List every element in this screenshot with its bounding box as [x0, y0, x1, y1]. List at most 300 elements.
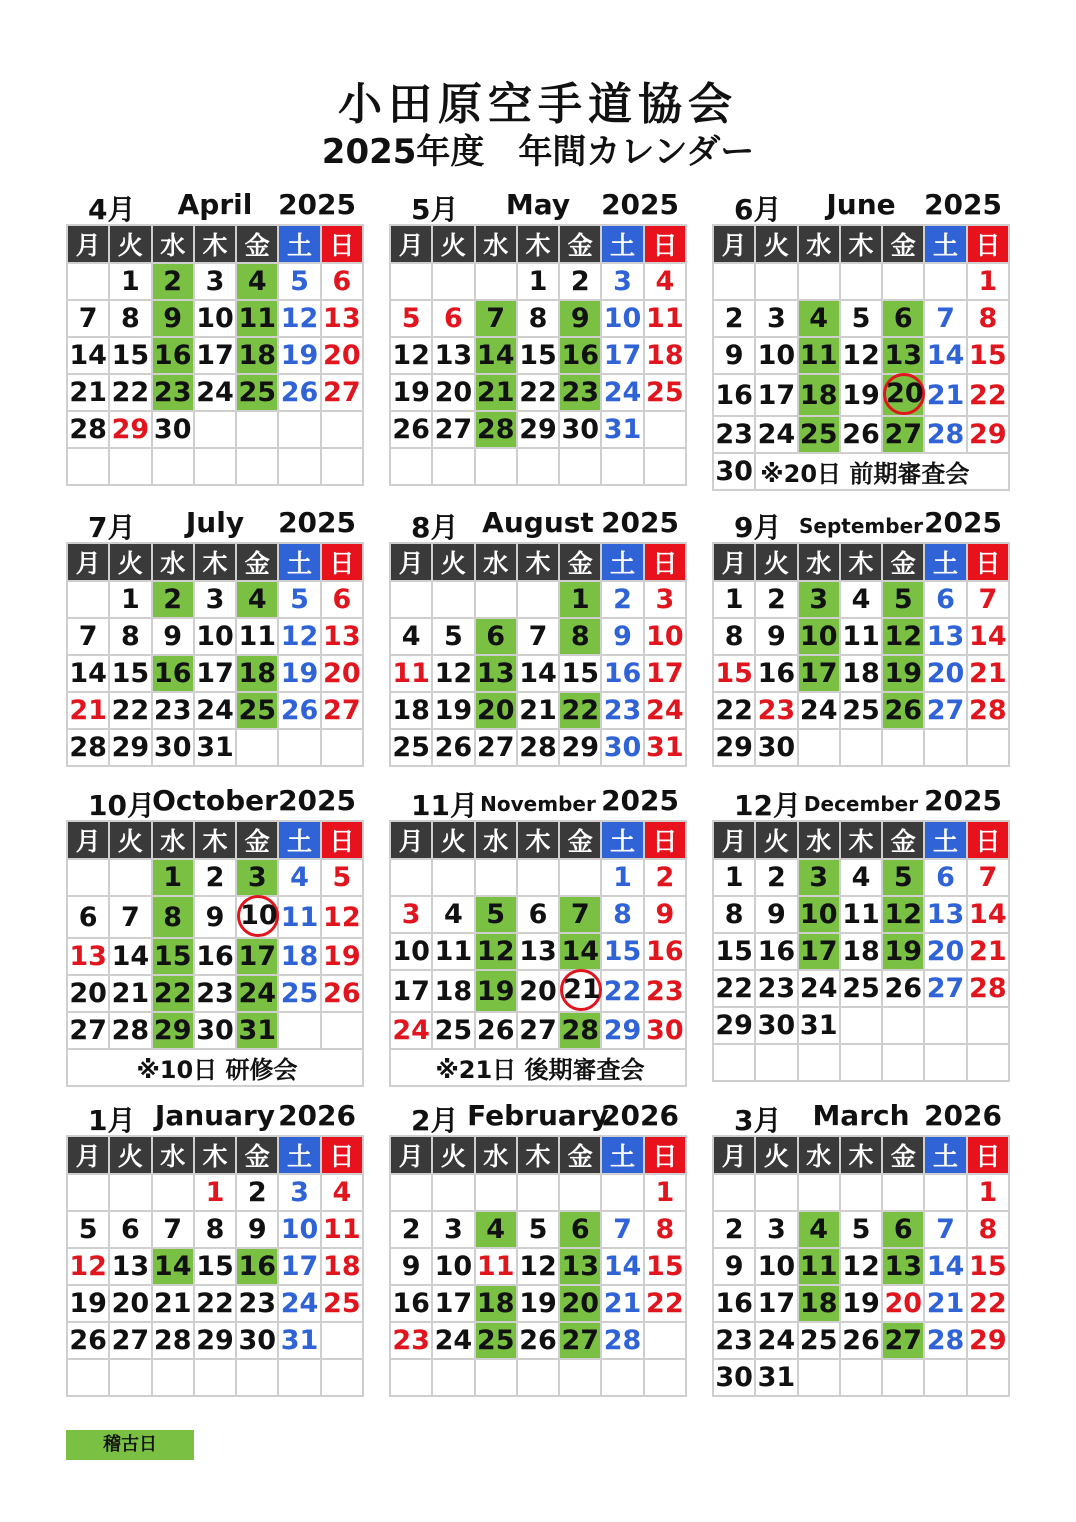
day-number: 3 [401, 899, 421, 930]
day-cell [755, 859, 797, 896]
day-number: 30 [715, 456, 753, 487]
day-number: 8 [978, 1214, 998, 1245]
day-cell [109, 692, 151, 729]
day-cell [798, 859, 840, 896]
day-number: 9 [613, 621, 632, 652]
day-cell [432, 933, 474, 970]
day-cell [67, 411, 109, 448]
day-cell [194, 374, 236, 411]
day-number: 12 [884, 899, 923, 930]
day-number: 16 [153, 340, 192, 371]
day-number: 19 [280, 658, 319, 689]
day-number: 21 [603, 1288, 642, 1319]
month-grid [389, 542, 687, 767]
empty-cell [432, 1359, 474, 1396]
day-number: 15 [561, 658, 600, 689]
day-cell [601, 1248, 643, 1285]
day-cell [194, 938, 236, 975]
day-cell [882, 581, 924, 618]
month-block [389, 780, 687, 1087]
day-number: 7 [486, 303, 506, 334]
day-number: 25 [434, 1015, 473, 1046]
day-cell [152, 300, 194, 337]
day-number: 7 [163, 1214, 183, 1245]
weekday-header: 水 [152, 225, 194, 263]
day-cell [882, 1285, 924, 1322]
weekday-header: 水 [798, 225, 840, 263]
day-number: 10 [757, 1251, 796, 1282]
day-cell [67, 618, 109, 655]
week-row [390, 970, 686, 1012]
day-cell [432, 374, 474, 411]
empty-cell [517, 581, 559, 618]
day-cell [644, 859, 686, 896]
day-number: 23 [757, 695, 796, 726]
day-cell [67, 655, 109, 692]
day-number: 5 [893, 862, 913, 893]
day-cell [840, 1285, 882, 1322]
day-cell [321, 896, 363, 938]
day-number: 15 [196, 1251, 234, 1282]
month-header [389, 184, 687, 224]
day-cell [390, 1248, 432, 1285]
weekday-header: 木 [194, 1136, 236, 1174]
day-cell [194, 655, 236, 692]
empty-cell [109, 1174, 151, 1211]
day-cell [236, 1211, 278, 1248]
day-cell [152, 692, 194, 729]
empty-cell [67, 448, 109, 485]
day-cell [236, 1285, 278, 1322]
day-cell [755, 970, 797, 1007]
day-number: 22 [603, 975, 642, 1007]
day-cell [967, 581, 1009, 618]
empty-cell [152, 1359, 194, 1396]
day-cell [278, 692, 320, 729]
day-number: 12 [434, 658, 473, 689]
month-header [66, 502, 364, 542]
day-number: 14 [969, 899, 1007, 930]
day-number: 15 [715, 936, 753, 967]
month-grid [66, 1135, 364, 1397]
day-cell [321, 581, 363, 618]
day-cell [713, 337, 755, 374]
month-header [712, 184, 1010, 224]
day-cell [321, 655, 363, 692]
day-cell [109, 1012, 151, 1049]
day-cell [67, 1285, 109, 1322]
day-number: 20 [884, 1288, 923, 1319]
day-number: 30 [196, 1015, 234, 1046]
empty-cell [924, 1007, 966, 1044]
empty-cell [882, 729, 924, 766]
day-number: 2 [163, 584, 183, 615]
day-cell [755, 1359, 797, 1396]
day-number: 16 [238, 1251, 277, 1282]
month-name-jp: 9月 [734, 511, 782, 544]
day-number: 16 [603, 658, 642, 689]
day-cell [236, 938, 278, 975]
day-number: 24 [196, 695, 234, 726]
day-number: 21 [111, 978, 150, 1009]
day-number: 13 [884, 1251, 923, 1282]
day-cell [644, 1211, 686, 1248]
day-number: 20 [434, 377, 473, 408]
day-cell [601, 933, 643, 970]
weekday-header: 月 [390, 1136, 432, 1174]
day-cell [967, 896, 1009, 933]
week-row [713, 1174, 1009, 1211]
day-cell [967, 970, 1009, 1007]
day-cell [713, 581, 755, 618]
day-number: 27 [926, 973, 965, 1004]
day-cell [194, 263, 236, 300]
weekday-header: 火 [109, 225, 151, 263]
day-cell [755, 581, 797, 618]
day-cell [840, 896, 882, 933]
empty-cell [882, 1044, 924, 1081]
empty-cell [644, 1322, 686, 1359]
day-cell [236, 374, 278, 411]
empty-cell [559, 859, 601, 896]
day-cell [644, 970, 686, 1012]
calendar-subtitle: 2025年度 年間カレンダー [321, 132, 755, 172]
day-cell [321, 300, 363, 337]
weekday-header: 火 [109, 821, 151, 859]
day-cell [798, 618, 840, 655]
week-row [67, 1211, 363, 1248]
day-number: 17 [392, 975, 430, 1007]
day-number: 29 [603, 1015, 642, 1046]
day-cell [882, 933, 924, 970]
day-cell [755, 416, 797, 453]
day-cell [644, 1012, 686, 1049]
day-cell [798, 1248, 840, 1285]
day-number: 31 [196, 732, 234, 763]
day-cell [967, 1322, 1009, 1359]
day-cell [390, 933, 432, 970]
day-number: 29 [196, 1325, 234, 1356]
day-number: 19 [842, 1288, 880, 1319]
day-number: 10 [799, 899, 838, 930]
day-number: 9 [724, 1251, 744, 1282]
empty-cell [67, 859, 109, 896]
day-number: 2 [767, 584, 786, 615]
day-cell [278, 1211, 320, 1248]
day-number: 29 [715, 732, 753, 763]
month-name-en: July [185, 506, 245, 539]
week-row [713, 933, 1009, 970]
day-cell [798, 337, 840, 374]
day-number: 4 [332, 1177, 352, 1208]
weekday-header: 水 [798, 543, 840, 581]
day-number: 14 [926, 1251, 965, 1282]
weekday-header: 土 [278, 1136, 320, 1174]
week-row [390, 1211, 686, 1248]
day-number: 17 [280, 1251, 319, 1282]
day-cell [67, 300, 109, 337]
month-name-en: May [505, 188, 571, 221]
day-cell [924, 581, 966, 618]
day-number: 29 [969, 1325, 1007, 1356]
empty-cell [924, 1174, 966, 1211]
day-number: 6 [936, 862, 955, 893]
week-row [390, 1359, 686, 1396]
day-cell [798, 581, 840, 618]
day-cell [475, 896, 517, 933]
day-cell [840, 618, 882, 655]
day-cell [67, 1248, 109, 1285]
day-number: 21 [926, 379, 965, 411]
day-number: 9 [163, 303, 183, 334]
day-number: 9 [401, 1251, 421, 1282]
day-number: 11 [842, 621, 880, 652]
day-cell [559, 300, 601, 337]
week-row [713, 729, 1009, 766]
day-number: 18 [323, 1251, 361, 1282]
day-cell [924, 1248, 966, 1285]
weekday-header: 土 [924, 543, 966, 581]
empty-cell [713, 1044, 755, 1081]
month-year: 2025 [924, 506, 1002, 539]
month-year: 2025 [278, 506, 356, 539]
day-number: 17 [238, 941, 277, 972]
day-cell [432, 729, 474, 766]
day-cell [644, 300, 686, 337]
day-number: 4 [655, 266, 675, 297]
day-cell [713, 416, 755, 453]
day-cell [601, 1322, 643, 1359]
day-number: 21 [69, 695, 107, 726]
day-cell [194, 1012, 236, 1049]
weekday-header: 土 [924, 1136, 966, 1174]
day-number: 14 [69, 658, 107, 689]
weekday-header: 火 [432, 225, 474, 263]
day-number: 22 [111, 695, 150, 726]
month-year: 2025 [601, 784, 679, 817]
empty-cell [390, 581, 432, 618]
day-cell [713, 655, 755, 692]
empty-cell [517, 1359, 559, 1396]
empty-cell [432, 263, 474, 300]
day-number: 21 [969, 658, 1007, 689]
day-cell [321, 938, 363, 975]
empty-cell [967, 729, 1009, 766]
day-number: 14 [111, 941, 150, 972]
day-number: 12 [884, 621, 923, 652]
day-number: 2 [401, 1214, 421, 1245]
day-cell [924, 655, 966, 692]
day-cell [601, 970, 643, 1012]
day-cell [109, 896, 151, 938]
empty-cell [798, 1044, 840, 1081]
weekday-header: 土 [278, 225, 320, 263]
empty-cell [278, 1359, 320, 1396]
day-cell [517, 263, 559, 300]
day-number: 31 [646, 732, 684, 763]
day-number: 4 [444, 899, 463, 930]
day-cell [321, 1211, 363, 1248]
empty-cell [475, 448, 517, 485]
day-cell [194, 1211, 236, 1248]
month-grid [66, 224, 364, 486]
day-cell [390, 729, 432, 766]
day-cell [321, 859, 363, 896]
empty-cell [601, 1359, 643, 1396]
week-row [713, 970, 1009, 1007]
weekday-header: 土 [278, 821, 320, 859]
weekday-header: 日 [321, 1136, 363, 1174]
day-number: 8 [724, 621, 744, 652]
day-cell [194, 692, 236, 729]
day-number: 12 [476, 936, 515, 967]
weekday-header: 水 [475, 225, 517, 263]
day-cell [924, 1211, 966, 1248]
day-number: 22 [153, 978, 192, 1009]
day-number: 1 [163, 862, 183, 893]
day-number: 8 [121, 621, 140, 652]
day-cell [713, 453, 755, 490]
month-grid [389, 224, 687, 486]
day-cell [924, 859, 966, 896]
day-number: 26 [842, 1325, 880, 1356]
empty-cell [390, 448, 432, 485]
week-row [390, 859, 686, 896]
empty-cell [882, 1174, 924, 1211]
day-cell [236, 692, 278, 729]
day-number: 19 [392, 377, 430, 408]
day-cell [390, 374, 432, 411]
month-name-en: March [812, 1099, 910, 1132]
week-row [67, 618, 363, 655]
day-number: 25 [476, 1325, 515, 1356]
week-row [67, 1322, 363, 1359]
day-number: 11 [842, 899, 880, 930]
day-number: 6 [486, 621, 506, 652]
day-cell [194, 1285, 236, 1322]
empty-cell [882, 1359, 924, 1396]
day-cell [601, 729, 643, 766]
day-number: 7 [978, 862, 998, 893]
day-number: 21 [153, 1288, 192, 1319]
day-number: 28 [476, 414, 515, 445]
day-number: 22 [969, 379, 1007, 411]
day-number: 27 [69, 1015, 107, 1046]
day-number: 4 [247, 584, 267, 615]
day-number: 26 [434, 732, 473, 763]
day-number: 17 [603, 340, 642, 371]
day-cell [559, 970, 601, 1012]
day-number: 15 [111, 658, 150, 689]
day-number: 20 [323, 658, 361, 689]
day-cell [390, 337, 432, 374]
empty-cell [882, 1007, 924, 1044]
day-cell [475, 618, 517, 655]
day-cell [432, 896, 474, 933]
empty-cell [236, 1359, 278, 1396]
day-number: 5 [486, 899, 506, 930]
day-number: 25 [238, 695, 277, 726]
day-cell [601, 1012, 643, 1049]
empty-cell [840, 1007, 882, 1044]
empty-cell [924, 729, 966, 766]
day-number: 6 [444, 303, 463, 334]
week-row [390, 1049, 686, 1086]
day-number: 2 [163, 266, 183, 297]
day-cell [882, 1211, 924, 1248]
day-number: 28 [561, 1015, 600, 1046]
weekday-header: 月 [67, 821, 109, 859]
day-cell [559, 337, 601, 374]
month-grid [66, 820, 364, 1087]
day-cell [967, 692, 1009, 729]
day-cell [67, 1012, 109, 1049]
month-header [712, 780, 1010, 820]
day-cell [798, 896, 840, 933]
day-number: 13 [926, 621, 965, 652]
day-cell [152, 374, 194, 411]
weekday-header: 水 [475, 1136, 517, 1174]
empty-cell [321, 411, 363, 448]
day-cell [67, 975, 109, 1012]
day-cell [644, 374, 686, 411]
day-number: 27 [884, 419, 923, 450]
day-number: 15 [519, 340, 557, 371]
day-number: 11 [238, 621, 277, 652]
day-number: 12 [842, 340, 880, 371]
day-cell [644, 618, 686, 655]
day-number: 13 [519, 936, 557, 967]
day-cell [840, 692, 882, 729]
day-cell [924, 416, 966, 453]
empty-cell [840, 263, 882, 300]
day-cell [152, 263, 194, 300]
day-cell [321, 1174, 363, 1211]
empty-cell [236, 411, 278, 448]
day-cell [882, 655, 924, 692]
day-number: 13 [884, 340, 923, 371]
day-number: 7 [978, 584, 998, 615]
empty-cell [67, 1359, 109, 1396]
day-number: 18 [842, 658, 880, 689]
day-number: 6 [332, 584, 352, 615]
day-number: 11 [323, 1214, 361, 1245]
day-cell [967, 933, 1009, 970]
day-cell [278, 1285, 320, 1322]
day-number: 7 [936, 303, 955, 334]
day-cell [390, 1285, 432, 1322]
circled-day-number: 21 [560, 969, 602, 1011]
weekday-header: 火 [755, 821, 797, 859]
day-number: 26 [323, 978, 361, 1009]
day-cell [713, 933, 755, 970]
day-cell [152, 975, 194, 1012]
month-name-en: November [480, 792, 596, 816]
weekday-header: 火 [755, 225, 797, 263]
day-cell [278, 618, 320, 655]
day-number: 25 [799, 1325, 838, 1356]
month-year: 2025 [278, 784, 356, 817]
empty-cell [559, 1359, 601, 1396]
day-cell [882, 618, 924, 655]
weekday-header: 木 [194, 225, 236, 263]
day-number: 20 [926, 658, 965, 689]
empty-cell [924, 263, 966, 300]
week-row [67, 1174, 363, 1211]
day-cell [321, 374, 363, 411]
day-cell [601, 337, 643, 374]
day-cell [601, 411, 643, 448]
